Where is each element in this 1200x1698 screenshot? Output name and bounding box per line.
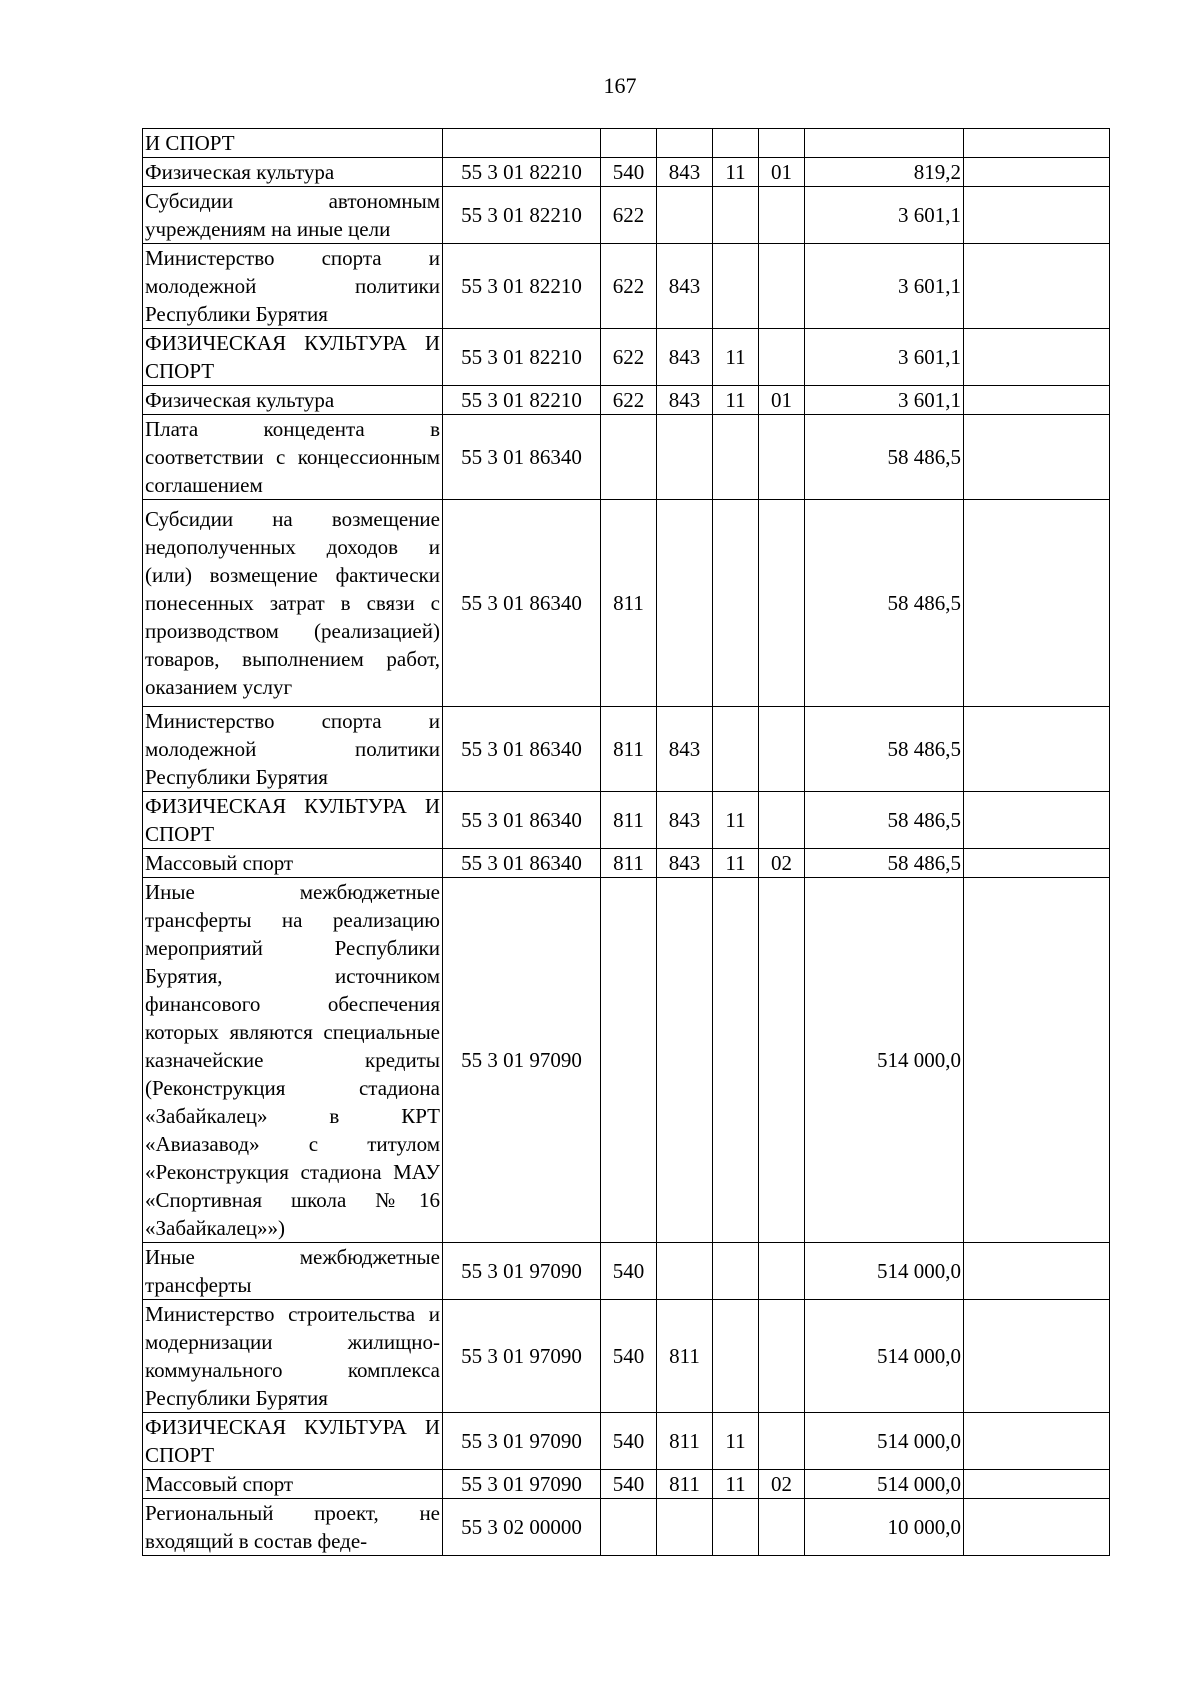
cell-section: 11 <box>713 792 759 849</box>
cell-ministry-code <box>657 415 713 500</box>
table-row <box>143 415 1110 500</box>
table-row <box>143 1499 1110 1556</box>
cell-subsection: 02 <box>759 1470 805 1499</box>
cell-section: 11 <box>713 1413 759 1470</box>
cell-name: Региональный проект, не входящий в состав феде- <box>143 1499 443 1556</box>
cell-name: Плата концедента в соответствии с концессионным соглашением <box>143 415 443 500</box>
cell-extra <box>964 386 1110 415</box>
cell-ministry-code <box>657 129 713 158</box>
cell-target-article: 55 3 01 97090 <box>443 878 601 1243</box>
cell-subsection: 01 <box>759 158 805 187</box>
cell-extra <box>964 187 1110 244</box>
table-row <box>143 707 1110 792</box>
cell-extra <box>964 707 1110 792</box>
cell-amount: 514 000,0 <box>805 1413 964 1470</box>
cell-section <box>713 500 759 707</box>
cell-name: Министерство строительства и модернизации жилищно-коммунального комплекса Республики Бурятия <box>143 1300 443 1413</box>
cell-target-article: 55 3 01 82210 <box>443 158 601 187</box>
table-row <box>143 1243 1110 1300</box>
cell-section: 11 <box>713 386 759 415</box>
cell-expense-type: 622 <box>601 244 657 329</box>
cell-extra <box>964 1413 1110 1470</box>
cell-ministry-code <box>657 500 713 707</box>
cell-ministry-code <box>657 187 713 244</box>
cell-section <box>713 244 759 329</box>
cell-target-article: 55 3 01 82210 <box>443 187 601 244</box>
cell-subsection <box>759 1300 805 1413</box>
table-row <box>143 244 1110 329</box>
cell-target-article: 55 3 02 00000 <box>443 1499 601 1556</box>
cell-ministry-code <box>657 1243 713 1300</box>
cell-amount: 3 601,1 <box>805 244 964 329</box>
cell-name: ФИЗИЧЕСКАЯ КУЛЬТУРА И СПОРТ <box>143 1413 443 1470</box>
table-row <box>143 187 1110 244</box>
cell-subsection <box>759 129 805 158</box>
cell-target-article: 55 3 01 86340 <box>443 849 601 878</box>
cell-expense-type: 540 <box>601 1243 657 1300</box>
cell-ministry-code: 843 <box>657 792 713 849</box>
cell-target-article: 55 3 01 97090 <box>443 1300 601 1413</box>
cell-target-article: 55 3 01 82210 <box>443 386 601 415</box>
cell-extra <box>964 158 1110 187</box>
table-row <box>143 500 1110 707</box>
cell-expense-type: 622 <box>601 187 657 244</box>
cell-subsection: 01 <box>759 386 805 415</box>
cell-name: Физическая культура <box>143 386 443 415</box>
cell-ministry-code: 811 <box>657 1470 713 1499</box>
cell-target-article: 55 3 01 86340 <box>443 707 601 792</box>
cell-target-article <box>443 129 601 158</box>
cell-expense-type: 622 <box>601 386 657 415</box>
cell-target-article: 55 3 01 97090 <box>443 1413 601 1470</box>
cell-extra <box>964 129 1110 158</box>
cell-expense-type: 811 <box>601 792 657 849</box>
table-row <box>143 1470 1110 1499</box>
cell-target-article: 55 3 01 86340 <box>443 500 601 707</box>
cell-expense-type <box>601 415 657 500</box>
table-row <box>143 158 1110 187</box>
cell-section: 11 <box>713 329 759 386</box>
table-row <box>143 1300 1110 1413</box>
cell-section <box>713 415 759 500</box>
cell-amount: 58 486,5 <box>805 415 964 500</box>
cell-subsection <box>759 187 805 244</box>
cell-target-article: 55 3 01 97090 <box>443 1470 601 1499</box>
cell-subsection <box>759 792 805 849</box>
cell-subsection <box>759 707 805 792</box>
cell-subsection <box>759 500 805 707</box>
cell-name: Субсидии автономным учреждениям на иные цели <box>143 187 443 244</box>
cell-subsection <box>759 878 805 1243</box>
cell-section <box>713 1499 759 1556</box>
table-row <box>143 792 1110 849</box>
cell-expense-type <box>601 129 657 158</box>
cell-expense-type: 540 <box>601 1300 657 1413</box>
table-row <box>143 1413 1110 1470</box>
cell-amount: 3 601,1 <box>805 187 964 244</box>
cell-extra <box>964 1300 1110 1413</box>
cell-amount: 819,2 <box>805 158 964 187</box>
table-row <box>143 129 1110 158</box>
cell-section <box>713 1243 759 1300</box>
cell-subsection: 02 <box>759 849 805 878</box>
cell-extra <box>964 244 1110 329</box>
cell-extra <box>964 1470 1110 1499</box>
cell-extra <box>964 415 1110 500</box>
cell-extra <box>964 792 1110 849</box>
cell-section <box>713 707 759 792</box>
cell-name: Массовый спорт <box>143 849 443 878</box>
cell-expense-type: 622 <box>601 329 657 386</box>
cell-name: ФИЗИЧЕСКАЯ КУЛЬТУРА И СПОРТ <box>143 329 443 386</box>
cell-name: Массовый спорт <box>143 1470 443 1499</box>
cell-amount: 58 486,5 <box>805 792 964 849</box>
cell-expense-type: 811 <box>601 849 657 878</box>
cell-expense-type: 540 <box>601 158 657 187</box>
cell-expense-type <box>601 1499 657 1556</box>
cell-ministry-code <box>657 1499 713 1556</box>
cell-section <box>713 187 759 244</box>
cell-subsection <box>759 1413 805 1470</box>
cell-ministry-code: 843 <box>657 707 713 792</box>
cell-amount: 514 000,0 <box>805 1470 964 1499</box>
page-number: 167 <box>603 73 637 98</box>
cell-target-article: 55 3 01 82210 <box>443 329 601 386</box>
cell-extra <box>964 500 1110 707</box>
cell-name: ФИЗИЧЕСКАЯ КУЛЬТУРА И СПОРТ <box>143 792 443 849</box>
cell-name: И СПОРТ <box>143 129 443 158</box>
cell-extra <box>964 1243 1110 1300</box>
cell-ministry-code: 843 <box>657 849 713 878</box>
cell-ministry-code <box>657 878 713 1243</box>
cell-target-article: 55 3 01 86340 <box>443 792 601 849</box>
cell-subsection <box>759 244 805 329</box>
cell-section: 11 <box>713 158 759 187</box>
cell-amount: 3 601,1 <box>805 329 964 386</box>
cell-amount <box>805 129 964 158</box>
cell-name: Иные межбюджетные трансферты <box>143 1243 443 1300</box>
cell-subsection <box>759 415 805 500</box>
cell-amount: 58 486,5 <box>805 849 964 878</box>
cell-expense-type: 811 <box>601 500 657 707</box>
cell-ministry-code: 811 <box>657 1300 713 1413</box>
cell-expense-type: 811 <box>601 707 657 792</box>
cell-ministry-code: 843 <box>657 329 713 386</box>
cell-extra <box>964 878 1110 1243</box>
cell-subsection <box>759 1243 805 1300</box>
cell-extra <box>964 849 1110 878</box>
cell-ministry-code: 843 <box>657 244 713 329</box>
cell-amount: 58 486,5 <box>805 500 964 707</box>
cell-subsection <box>759 1499 805 1556</box>
cell-ministry-code: 843 <box>657 386 713 415</box>
cell-amount: 58 486,5 <box>805 707 964 792</box>
cell-ministry-code: 811 <box>657 1413 713 1470</box>
cell-subsection <box>759 329 805 386</box>
cell-amount: 514 000,0 <box>805 1300 964 1413</box>
cell-extra <box>964 1499 1110 1556</box>
cell-name: Иные межбюджетные трансферты на реализацию мероприятий Республики Бурятия, источником финансового обеспечения которых являются специальные казначейские кредиты (Реконструкция стадиона «Забайкалец» в КРТ «Авиазавод» с титулом «Реконструкция стадиона МАУ «Спортивная школа №16 «Забайкалец»») <box>143 878 443 1243</box>
cell-amount: 3 601,1 <box>805 386 964 415</box>
budget-table <box>142 128 1110 1556</box>
cell-section <box>713 1300 759 1413</box>
cell-expense-type <box>601 878 657 1243</box>
cell-name: Министерство спорта и молодежной политики Республики Бурятия <box>143 707 443 792</box>
table-row <box>143 849 1110 878</box>
cell-target-article: 55 3 01 86340 <box>443 415 601 500</box>
table-row <box>143 329 1110 386</box>
cell-section <box>713 878 759 1243</box>
table-row <box>143 386 1110 415</box>
cell-name: Субсидии на возмещение недополученных доходов и (или) возмещение фактически понесенных затрат в связи с производством (реализацией) товаров, выполнением работ, оказанием услуг <box>143 500 443 707</box>
cell-expense-type: 540 <box>601 1470 657 1499</box>
cell-section: 11 <box>713 849 759 878</box>
cell-amount: 514 000,0 <box>805 1243 964 1300</box>
cell-section: 11 <box>713 1470 759 1499</box>
cell-ministry-code: 843 <box>657 158 713 187</box>
table-row <box>143 878 1110 1243</box>
cell-name: Министерство спорта и молодежной политики Республики Бурятия <box>143 244 443 329</box>
cell-section <box>713 129 759 158</box>
cell-amount: 514 000,0 <box>805 878 964 1243</box>
cell-target-article: 55 3 01 82210 <box>443 244 601 329</box>
cell-expense-type: 540 <box>601 1413 657 1470</box>
cell-target-article: 55 3 01 97090 <box>443 1243 601 1300</box>
cell-extra <box>964 329 1110 386</box>
cell-name: Физическая культура <box>143 158 443 187</box>
cell-amount: 10 000,0 <box>805 1499 964 1556</box>
